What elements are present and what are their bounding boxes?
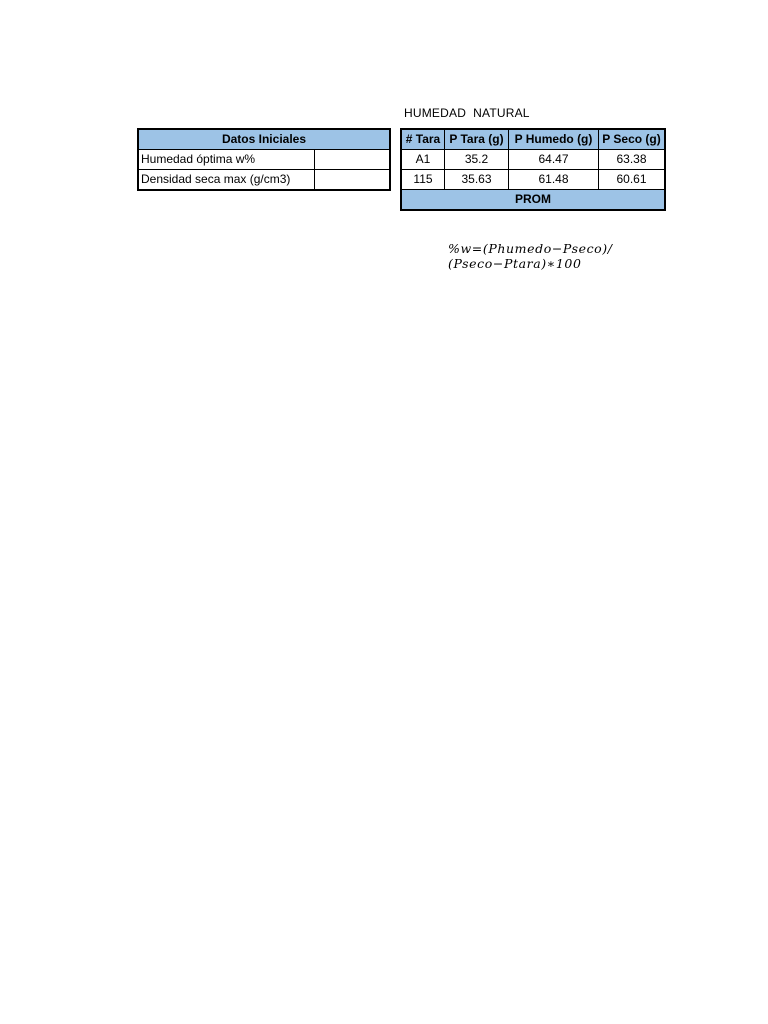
col-header-tara: # Tara — [401, 129, 445, 150]
cell-tara[interactable]: 115 — [401, 170, 445, 190]
cell-p-humedo[interactable]: 61.48 — [509, 170, 599, 190]
cell-p-seco[interactable]: 60.61 — [599, 170, 666, 190]
densidad-seca-label: Densidad seca max (g/cm3) — [138, 170, 315, 191]
table-row — [401, 170, 665, 190]
datos-iniciales-table — [137, 128, 391, 191]
prom-label: PROM — [401, 190, 665, 211]
humedad-optima-value[interactable] — [315, 150, 391, 170]
datos-row-humedad-optima — [138, 150, 390, 170]
humedad-natural-table — [400, 128, 666, 211]
col-header-p-tara: P Tara (g) — [445, 129, 509, 150]
formula-line-1: %w=(Phumedo−Pseco)/ — [448, 241, 613, 256]
humedad-natural-title: HUMEDAD NATURAL — [404, 106, 530, 120]
cell-tara[interactable]: A1 — [401, 150, 445, 170]
moisture-formula — [448, 241, 613, 271]
cell-p-humedo[interactable]: 64.47 — [509, 150, 599, 170]
cell-p-seco[interactable]: 63.38 — [599, 150, 666, 170]
datos-row-densidad-seca — [138, 170, 390, 191]
datos-iniciales-header-row — [138, 129, 390, 150]
col-header-p-humedo: P Humedo (g) — [509, 129, 599, 150]
humedad-optima-label: Humedad óptima w% — [138, 150, 315, 170]
cell-p-tara[interactable]: 35.63 — [445, 170, 509, 190]
densidad-seca-value[interactable] — [315, 170, 391, 191]
datos-iniciales-header: Datos Iniciales — [138, 129, 390, 150]
prom-row — [401, 190, 665, 211]
table-row — [401, 150, 665, 170]
col-header-p-seco: P Seco (g) — [599, 129, 666, 150]
humedad-header-row — [401, 129, 665, 150]
formula-line-2: (Pseco−Ptara)∗100 — [448, 256, 582, 271]
cell-p-tara[interactable]: 35.2 — [445, 150, 509, 170]
